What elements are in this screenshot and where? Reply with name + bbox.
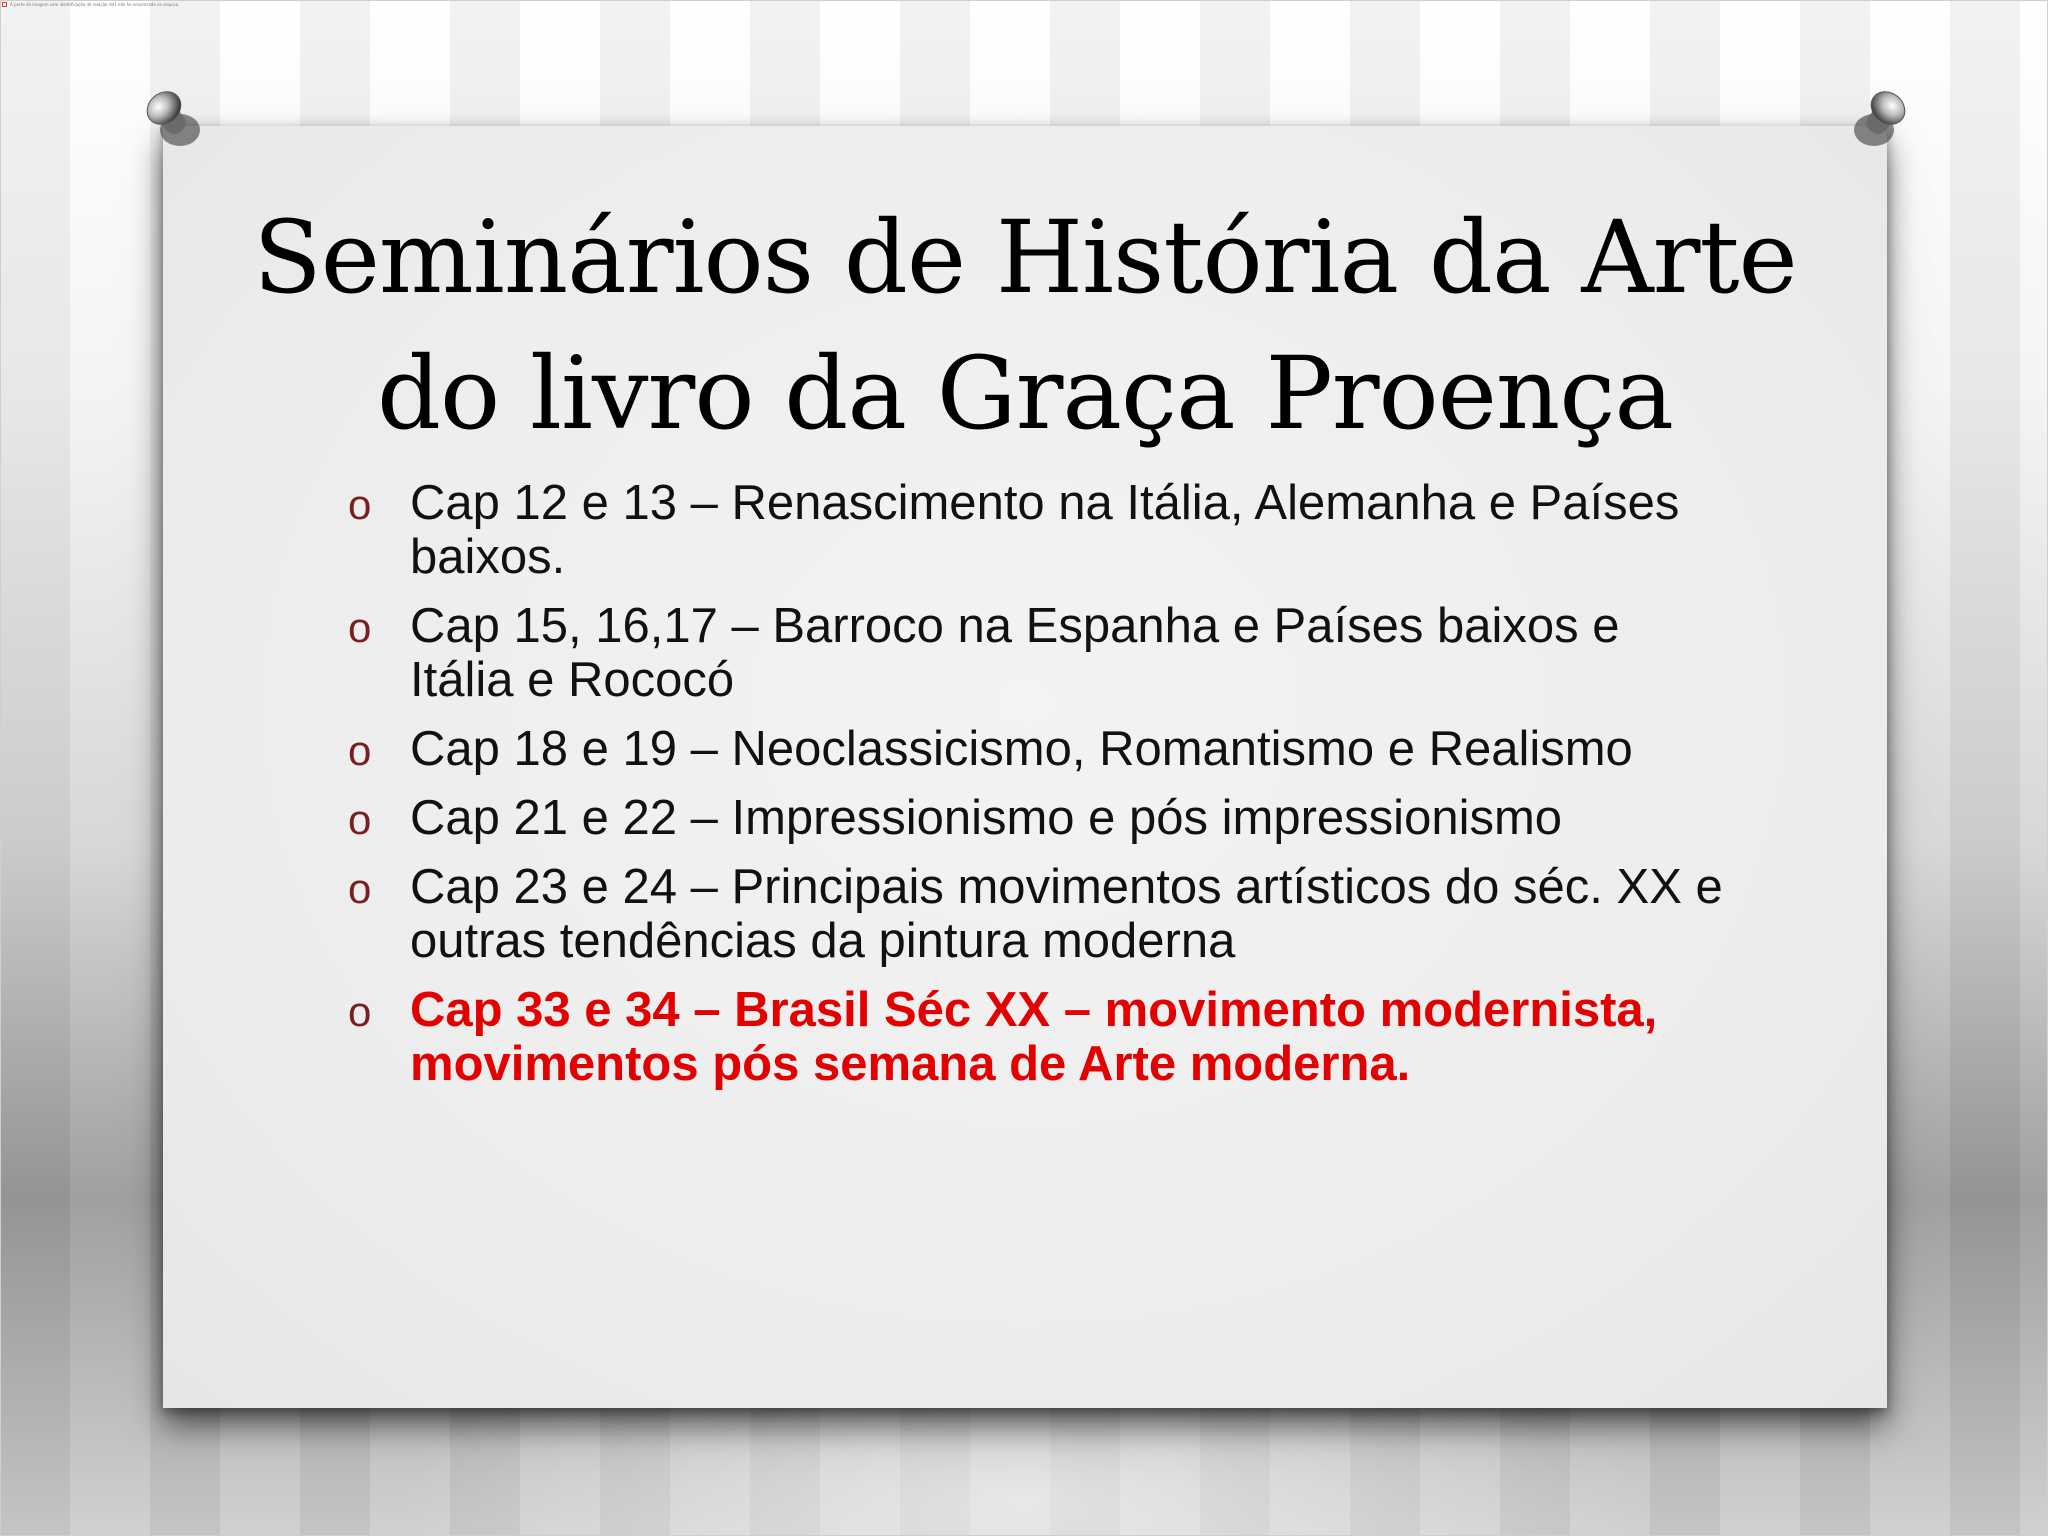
- bullet-item: [344, 860, 1724, 968]
- push-pin-icon: [1848, 88, 1910, 150]
- broken-image-icon: [2, 2, 7, 7]
- bullet-marker: o: [348, 988, 372, 1035]
- bullet-marker: o: [348, 865, 372, 912]
- slide-title-line-1: Seminários de História da Arte: [253, 199, 1797, 316]
- bullet-marker: o: [348, 604, 372, 651]
- bullet-text: Cap 21 e 22 – Impressionismo e pós impressionismo: [410, 791, 1563, 845]
- bullet-item: [344, 599, 1724, 707]
- push-pin-icon: [142, 88, 204, 150]
- bullet-item: [344, 722, 1724, 776]
- bullet-marker: o: [348, 481, 372, 528]
- slide-title: [163, 190, 1887, 462]
- bullet-item: [344, 476, 1724, 584]
- bullet-text: Cap 18 e 19 – Neoclassicismo, Romantismo e Realismo: [410, 722, 1633, 776]
- broken-image-placeholder: [2, 2, 179, 7]
- bullet-text-highlighted: Cap 33 e 34 – Brasil Séc XX – movimento modernista, movimentos pós semana de Arte moderna.: [410, 983, 1658, 1091]
- bullet-text: Cap 12 e 13 – Renascimento na Itália, Alemanha e Países baixos.: [410, 476, 1680, 584]
- bullet-text: Cap 15, 16,17 – Barroco na Espanha e Países baixos e Itália e Rococó: [410, 599, 1620, 707]
- bullet-text: Cap 23 e 24 – Principais movimentos artísticos do séc. XX e outras tendências da pintura moderna: [410, 860, 1723, 968]
- bullet-item: [344, 791, 1724, 845]
- bullet-marker: o: [348, 796, 372, 843]
- slide-title-line-2: do livro da Graça Proença: [377, 335, 1673, 452]
- bullet-list: [344, 476, 1724, 1106]
- bullet-marker: o: [348, 727, 372, 774]
- broken-image-text: A parte da imagem com identificação de relação rId1 não foi encontrada no arquivo.: [10, 2, 180, 7]
- bullet-item-highlighted: [344, 983, 1724, 1091]
